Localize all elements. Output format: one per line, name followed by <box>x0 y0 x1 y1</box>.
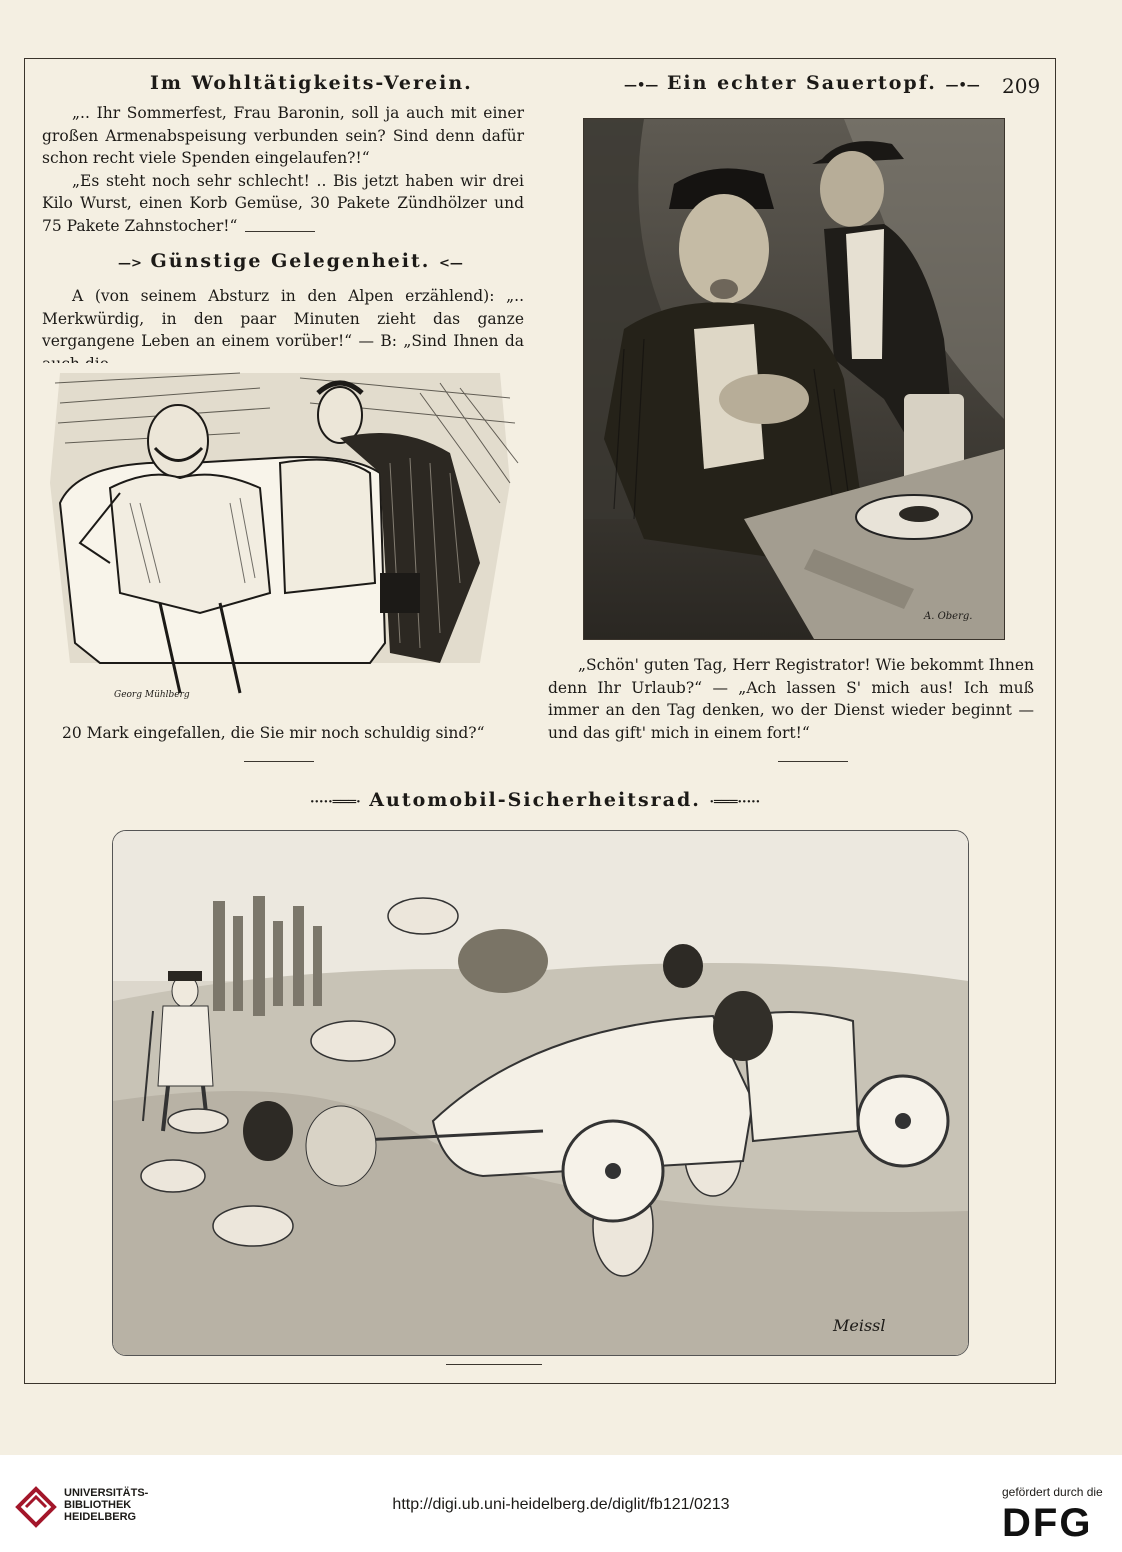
gelegenheit-title: Günstige Gelegenheit. <box>150 250 431 272</box>
meissl-signature: Meissl <box>833 1316 886 1335</box>
sauertopf-header <box>624 72 980 94</box>
illustration-sauertopf <box>583 118 1005 640</box>
illustration-two-men <box>40 363 526 715</box>
wohltaetigkeit-text <box>42 102 524 237</box>
sauertopf-caption: „Schön' guten Tag, Herr Registrator! Wie bekommt Ihnen denn Ihr Urlaub?“ — „Ach lassen S' mich aus! Ich muß immer an den Tag denken, wo der Dienst wieder beginnt — und das gift' mich in einem fort!“ <box>548 656 1034 742</box>
page-number: 209 <box>1002 74 1041 98</box>
sauertopf-title: Ein echter Sauertopf. <box>666 72 937 94</box>
automobil-title: Automobil-Sicherheitsrad. <box>369 789 701 811</box>
dots-left-ornament: ·····═══· <box>310 795 361 810</box>
divider <box>446 1364 542 1365</box>
wohltaetigkeit-para-1: „.. Ihr Sommerfest, Frau Baronin, soll ja auch mit einer großen Armenabspeisung verbunden sein? Sind denn dafür schon recht viele Spenden eingelaufen?!“ <box>42 104 524 167</box>
oberg-signature: A. Oberg. <box>924 611 973 622</box>
source-url[interactable]: http://digi.ub.uni-heidelberg.de/diglit/fb121/0213 <box>392 1496 730 1513</box>
illustration-automobil <box>112 830 969 1356</box>
arrow-left-ornament: —> <box>118 256 142 271</box>
wohltaetigkeit-title: Im Wohltätigkeits-Verein. <box>150 72 473 94</box>
dots-right-ornament: ·═══····· <box>709 795 761 810</box>
divider <box>245 231 315 232</box>
dfg-logo: DFG <box>1002 1501 1093 1545</box>
ornament-right: —•— <box>945 78 980 93</box>
library-line-1: UNIVERSITÄTS- <box>64 1487 149 1499</box>
sauertopf-caption-block <box>548 654 1034 744</box>
gelegenheit-header <box>118 250 463 272</box>
automobil-header <box>310 789 760 811</box>
ornament-left: —•— <box>624 78 659 93</box>
arrow-right-ornament: <— <box>439 256 463 271</box>
divider <box>778 761 848 762</box>
funding-text: gefördert durch die <box>1002 1485 1103 1499</box>
library-line-2: BIBLIOTHEK <box>64 1499 132 1511</box>
wohltaetigkeit-para-2: „Es steht noch sehr schlecht! .. Bis jetzt haben wir drei Kilo Wurst, einen Korb Gemüse, 30 Pakete Zündhölzer und 75 Pakete Zahnstocher!“ <box>42 171 524 235</box>
gelegenheit-text <box>42 285 524 375</box>
library-line-3: HEIDELBERG <box>64 1511 137 1523</box>
muehlberg-signature: Georg Mühlberg <box>114 690 190 700</box>
divider <box>244 761 314 762</box>
gelegenheit-caption: 20 Mark eingefallen, die Sie mir noch schuldig sind?“ <box>62 724 485 742</box>
footer <box>0 1455 1122 1552</box>
gelegenheit-para-1: A (von seinem Absturz in den Alpen erzählend): „.. Merkwürdig, in den paar Minuten zieht das ganze vergangene Leben an einem vorüber!“ — B: „Sind Ihnen da <box>42 287 524 350</box>
